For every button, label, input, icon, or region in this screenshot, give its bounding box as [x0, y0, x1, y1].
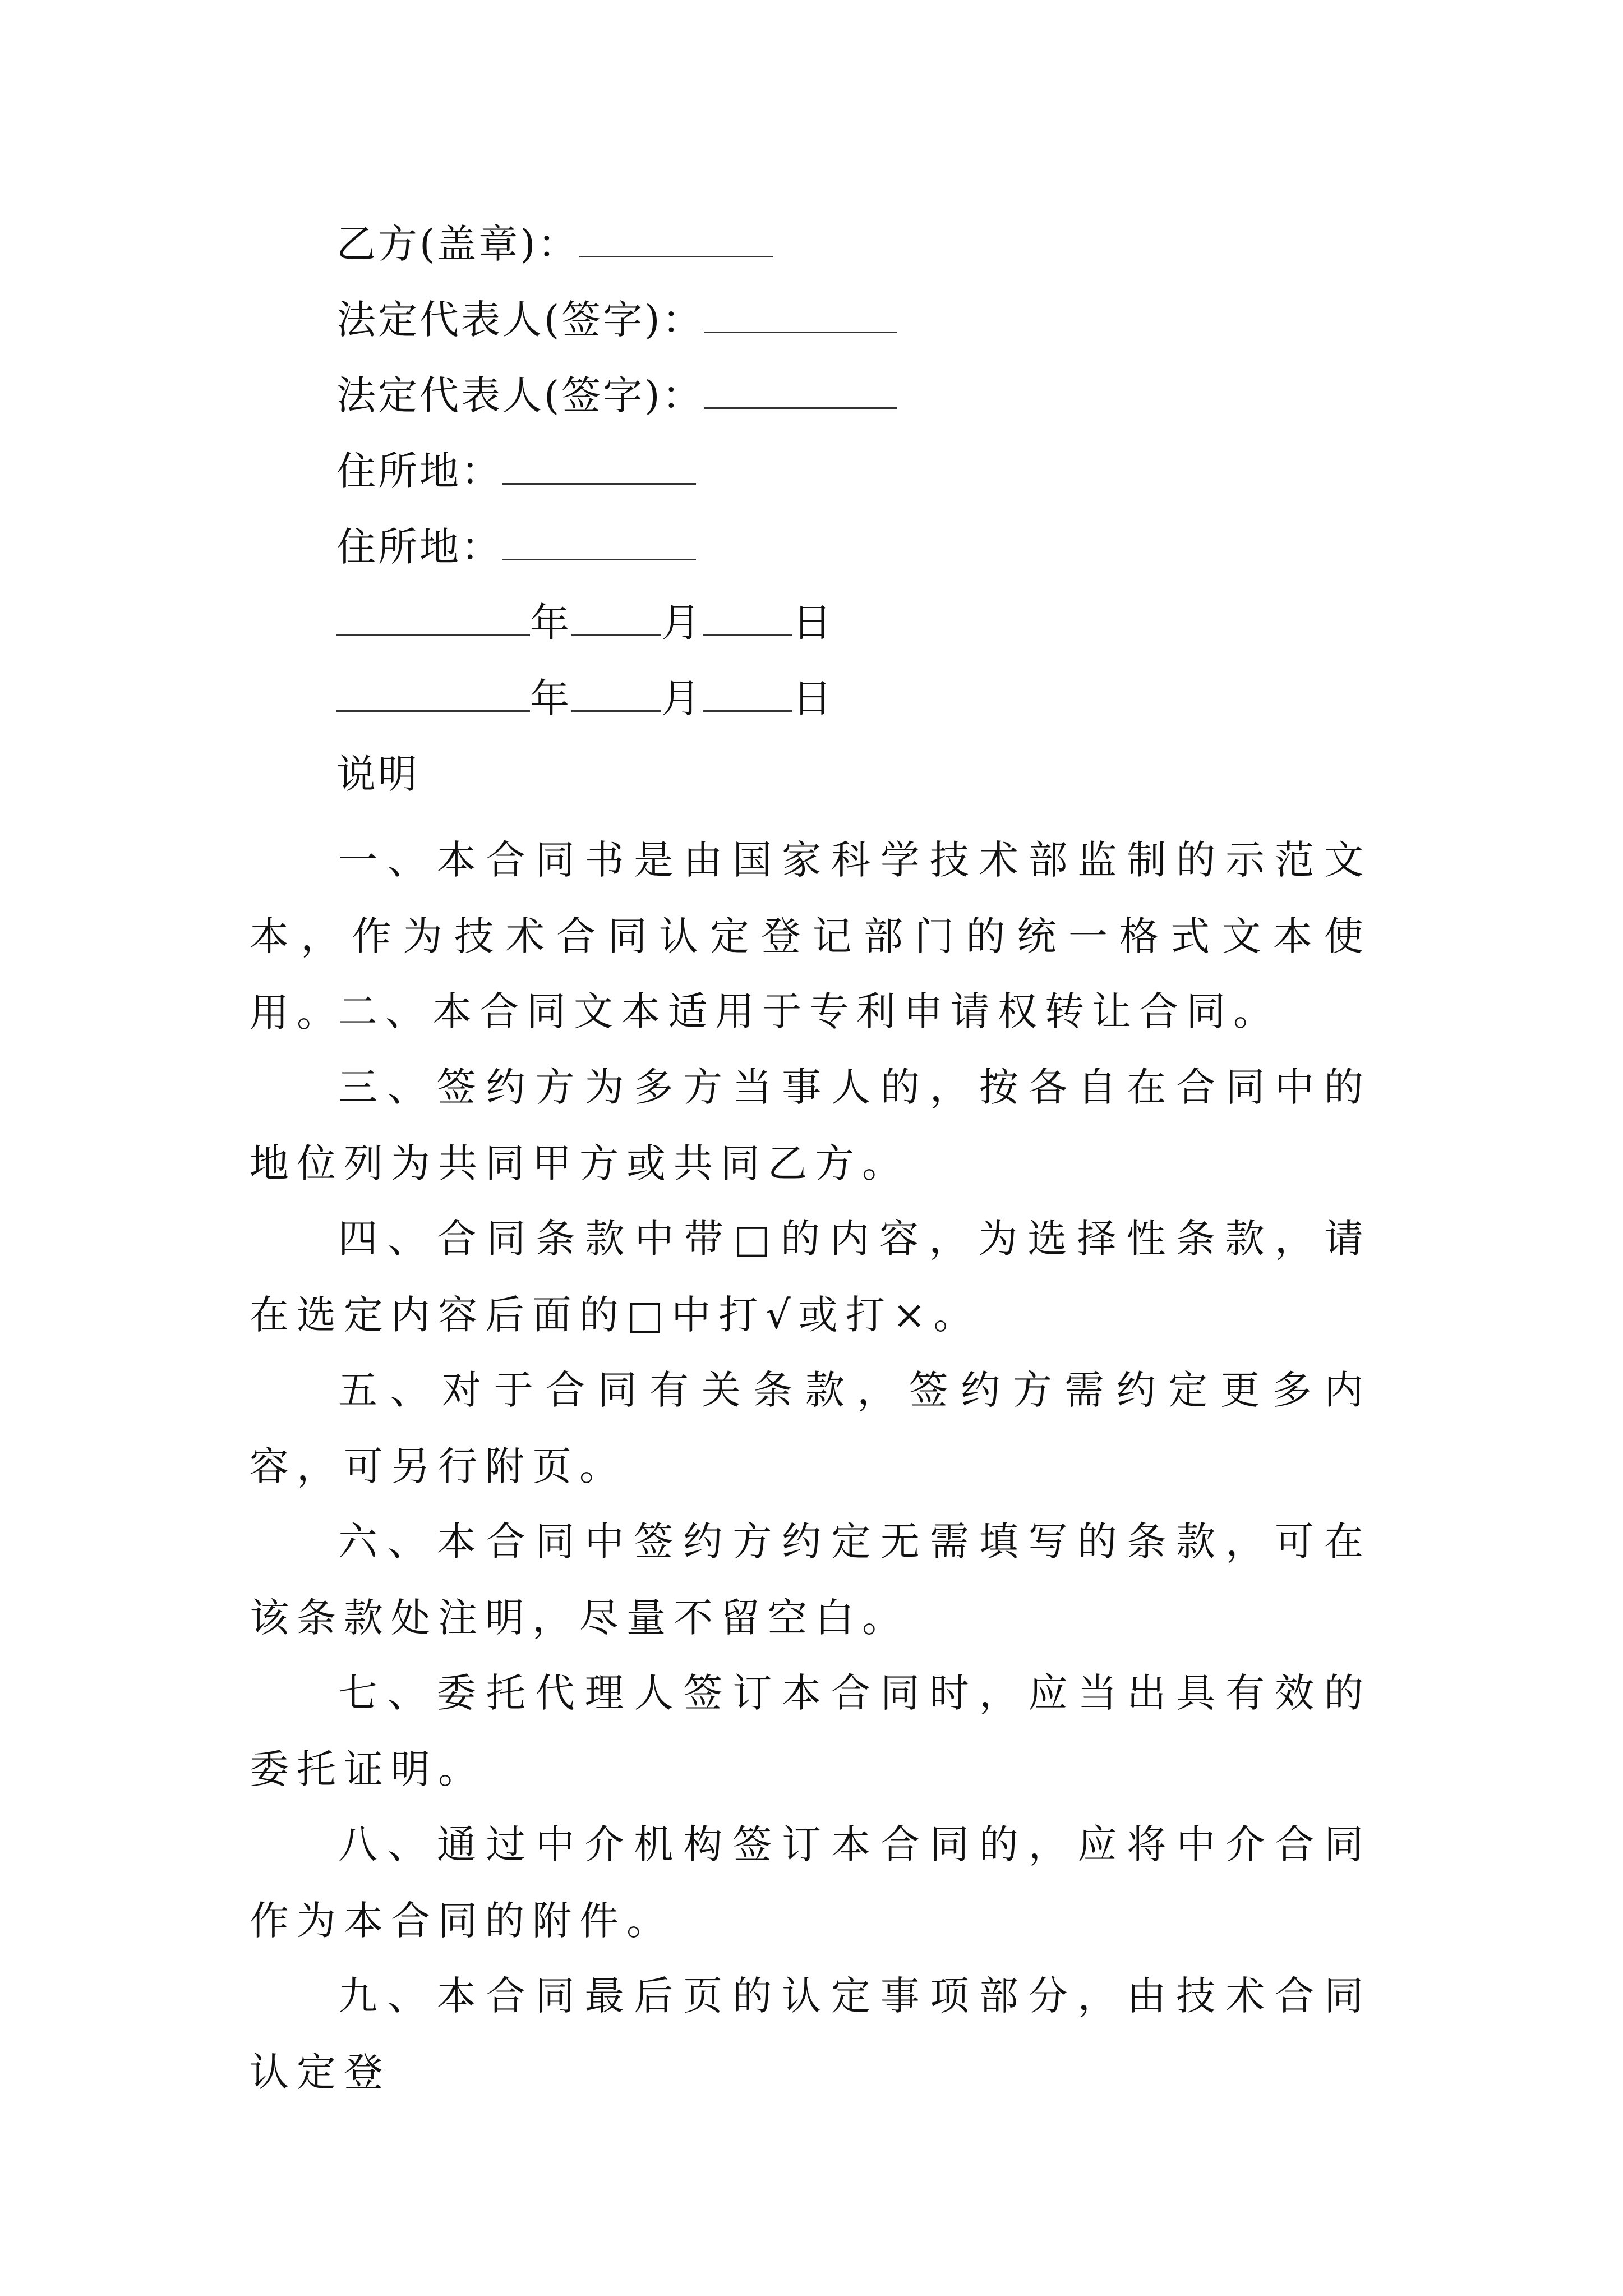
note-item: [250, 1049, 1371, 1202]
date-line-2: [336, 670, 834, 726]
legal-rep-sign-line-1: [336, 292, 897, 348]
address-blank-1[interactable]: [502, 448, 696, 485]
note-item: [250, 1958, 1371, 2110]
note-item-text-4: 四、合同条款中带□的内容，为选择性条款，请在选定内容后面的□中打√或打×。: [250, 1216, 1371, 1338]
address-label-1: 住所地：: [336, 448, 502, 494]
notes-heading: 说明: [336, 751, 419, 797]
date-month-blank-1[interactable]: [571, 600, 661, 636]
date-year-blank-1[interactable]: [336, 600, 530, 636]
note-item: [250, 1806, 1371, 1959]
note-item-text-2: 二、本合同文本适用于专利申请权转让合同。: [338, 988, 1280, 1034]
party-b-seal-label: 乙方(盖章)：: [336, 221, 579, 267]
date-year-blank-2[interactable]: [336, 675, 530, 712]
note-item-text-6: 六、本合同中签约方约定无需填写的条款，可在该条款处注明，尽量不留空白。: [250, 1519, 1371, 1641]
legal-rep-sign-blank-2[interactable]: [704, 372, 897, 409]
legal-rep-sign-line-2: [336, 367, 897, 424]
address-line-2: [336, 519, 696, 575]
legal-rep-sign-blank-1[interactable]: [704, 297, 897, 333]
note-item-text-9: 九、本合同最后页的认定事项部分，由技术合同认定登: [250, 1973, 1371, 2095]
date-day-label-2: 日: [792, 675, 834, 721]
note-item-text-3: 三、签约方为多方当事人的，按各自在合同中的地位列为共同甲方或共同乙方。: [250, 1064, 1371, 1186]
note-item: [250, 1352, 1371, 1504]
address-blank-2[interactable]: [502, 524, 696, 560]
date-year-label-1: 年: [530, 600, 571, 646]
date-month-label-2: 月: [661, 675, 703, 721]
date-line-1: [336, 595, 834, 651]
note-item: [250, 973, 1371, 1050]
date-day-blank-1[interactable]: [703, 600, 792, 636]
note-item: [250, 1655, 1371, 1807]
legal-rep-sign-label-1: 法定代表人(签字)：: [336, 297, 704, 343]
party-b-seal-line: [336, 216, 773, 272]
date-year-label-2: 年: [530, 675, 571, 721]
note-item-text-5: 五、对于合同有关条款，签约方需约定更多内容，可另行附页。: [250, 1367, 1371, 1489]
note-item-text-7: 七、委托代理人签订本合同时，应当出具有效的委托证明。: [250, 1670, 1371, 1792]
date-day-label-1: 日: [792, 600, 834, 646]
note-item-text-1: 一、本合同书是由国家科学技术部监制的示范文本，作为技术合同认定登记部门的统一格式文本使用。: [250, 837, 1371, 1036]
note-item-text-8: 八、通过中介机构签订本合同的，应将中介合同作为本合同的附件。: [250, 1821, 1371, 1944]
party-b-seal-blank[interactable]: [579, 221, 773, 257]
date-day-blank-2[interactable]: [703, 675, 792, 712]
date-month-label-1: 月: [661, 600, 703, 646]
address-label-2: 住所地：: [336, 524, 502, 570]
date-month-blank-2[interactable]: [571, 675, 661, 712]
note-item: [250, 1503, 1371, 1656]
legal-rep-sign-label-2: 法定代表人(签字)：: [336, 372, 704, 418]
note-item: [250, 1200, 1371, 1353]
address-line-1: [336, 443, 696, 499]
